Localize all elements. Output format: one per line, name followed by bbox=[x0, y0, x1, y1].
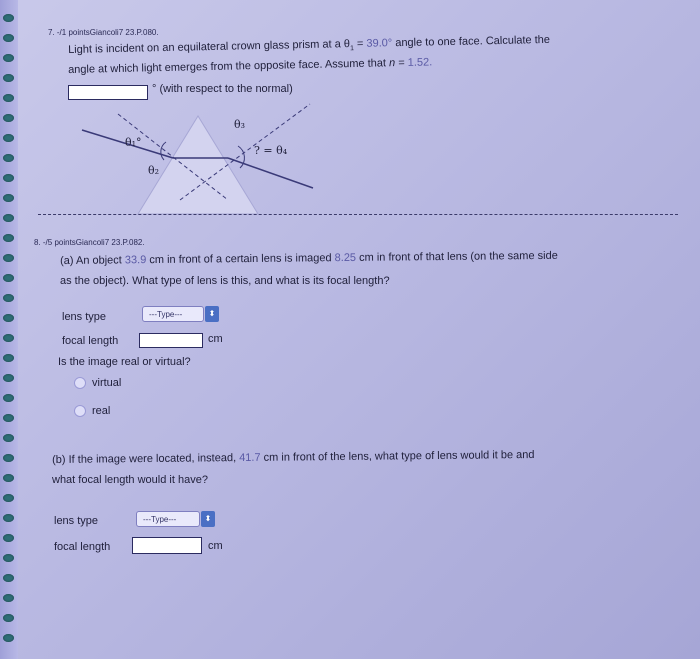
q8b-unit: cm bbox=[208, 540, 223, 552]
binding-hole bbox=[3, 194, 14, 202]
binding-hole bbox=[3, 154, 14, 162]
binding-hole bbox=[3, 394, 14, 402]
notebook-binding bbox=[0, 0, 18, 659]
binding-hole bbox=[3, 514, 14, 522]
theta-symbol: θ bbox=[343, 38, 351, 51]
theta1-value: 39.0° bbox=[366, 37, 393, 50]
q8b-text-line1 bbox=[52, 449, 535, 466]
image-distance: 8.25 bbox=[334, 251, 357, 265]
binding-hole bbox=[3, 594, 14, 602]
q7-text: angle to one face. Calculate the bbox=[392, 33, 551, 50]
virtual-radio-label: virtual bbox=[92, 377, 122, 389]
select-value: ---Type--- bbox=[149, 310, 183, 319]
binding-hole bbox=[3, 14, 14, 22]
binding-hole bbox=[3, 134, 14, 142]
binding-hole bbox=[3, 254, 14, 262]
dropdown-arrow-icon[interactable]: ⬍ bbox=[201, 511, 215, 527]
binding-hole bbox=[3, 554, 14, 562]
q7-text: Light is incident on an equilateral crown glass prism at a bbox=[68, 38, 344, 56]
q8a-text: cm in front of that lens (on the same side bbox=[355, 249, 558, 264]
binding-hole bbox=[3, 474, 14, 482]
n-symbol: n bbox=[388, 57, 396, 70]
q8b-text: (b) If the image were located, instead, bbox=[52, 452, 240, 466]
binding-hole bbox=[3, 374, 14, 382]
q7-text-line1 bbox=[68, 34, 550, 58]
binding-hole bbox=[3, 114, 14, 122]
object-distance: 33.9 bbox=[124, 254, 147, 267]
question-divider bbox=[38, 214, 678, 215]
real-radio[interactable] bbox=[74, 405, 86, 417]
theta1-label: θ₁° bbox=[125, 136, 142, 149]
q8a-unit: cm bbox=[208, 333, 223, 345]
theta-subscript: 1 bbox=[349, 45, 355, 53]
q8a-text-line2: as the object). What type of lens is this, and what is its focal length? bbox=[60, 275, 390, 287]
binding-hole bbox=[3, 494, 14, 502]
theta4-label: ? = θ₄ bbox=[254, 144, 288, 157]
q8a-text: cm in front of a certain lens is imaged bbox=[146, 252, 335, 267]
q7-text: angle at which light emerges from the opposite face. Assume that bbox=[68, 57, 390, 76]
q8a-lens-type-label: lens type bbox=[62, 311, 107, 323]
binding-hole bbox=[3, 454, 14, 462]
binding-hole bbox=[3, 574, 14, 582]
equals-sign: = bbox=[353, 37, 367, 51]
binding-hole bbox=[3, 94, 14, 102]
q8a-focal-length-input[interactable] bbox=[139, 333, 203, 348]
binding-hole bbox=[3, 614, 14, 622]
q8-header: 8. -/5 pointsGiancoli7 23.P.082. bbox=[34, 238, 145, 247]
binding-hole bbox=[3, 354, 14, 362]
binding-hole bbox=[3, 434, 14, 442]
q7-header: 7. -/1 pointsGiancoli7 23.P.080. bbox=[48, 28, 159, 37]
theta3-label: θ₃ bbox=[234, 118, 246, 131]
q8a-focal-length-label: focal length bbox=[62, 335, 119, 347]
new-image-distance: 41.7 bbox=[239, 451, 261, 465]
q8b-text-line2: what focal length would it have? bbox=[52, 474, 208, 486]
q7-text-line2 bbox=[68, 56, 432, 76]
real-radio-label: real bbox=[92, 405, 111, 417]
q8a-lens-type-select[interactable] bbox=[142, 306, 216, 322]
binding-hole bbox=[3, 214, 14, 222]
binding-hole bbox=[3, 34, 14, 42]
prism-diagram bbox=[78, 96, 318, 216]
dropdown-arrow-icon[interactable]: ⬍ bbox=[205, 306, 219, 322]
q8a-text-line1 bbox=[60, 250, 558, 267]
select-value: ---Type--- bbox=[143, 515, 177, 524]
binding-hole bbox=[3, 414, 14, 422]
binding-hole bbox=[3, 234, 14, 242]
binding-hole bbox=[3, 534, 14, 542]
equals-sign: = bbox=[395, 56, 408, 70]
q8a-text: (a) An object bbox=[60, 254, 125, 267]
binding-hole bbox=[3, 634, 14, 642]
q8b-focal-length-input[interactable] bbox=[132, 537, 202, 554]
q8b-focal-length-label: focal length bbox=[54, 541, 111, 553]
binding-hole bbox=[3, 74, 14, 82]
q8b-lens-type-label: lens type bbox=[54, 515, 99, 527]
q8b-lens-type-select[interactable] bbox=[136, 511, 212, 527]
binding-hole bbox=[3, 274, 14, 282]
theta2-label: θ₂ bbox=[148, 164, 160, 177]
binding-hole bbox=[3, 334, 14, 342]
binding-hole bbox=[3, 294, 14, 302]
n-value: 1.52. bbox=[407, 56, 433, 69]
binding-hole bbox=[3, 174, 14, 182]
binding-hole bbox=[3, 314, 14, 322]
homework-sheet bbox=[18, 0, 700, 659]
virtual-radio[interactable] bbox=[74, 377, 86, 389]
q8a-real-virtual-question: Is the image real or virtual? bbox=[58, 356, 191, 368]
emerging-ray bbox=[228, 158, 313, 188]
q8b-text: cm in front of the lens, what type of lens would it be and bbox=[260, 448, 535, 464]
q7-answer-unit: ° (with respect to the normal) bbox=[152, 83, 293, 95]
binding-hole bbox=[3, 54, 14, 62]
